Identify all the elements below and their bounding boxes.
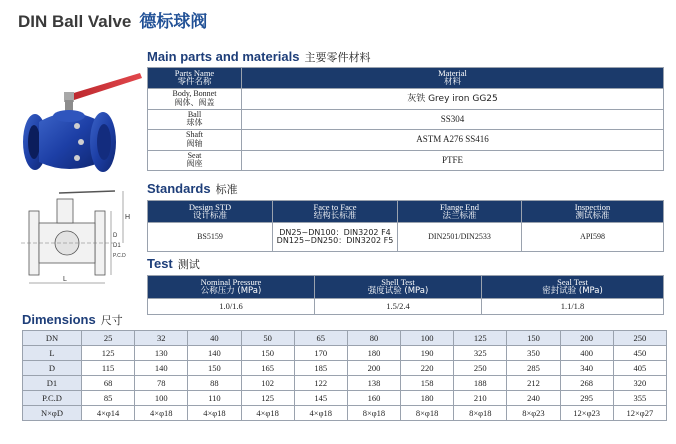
dimension-row-label: N×φD [23,406,82,421]
nominal-pressure-header [148,276,315,299]
dimension-row [23,346,667,361]
part-name-cn: 阀体、阀盖 [174,97,215,107]
part-material [242,89,664,110]
part-name-en: Seat [187,150,202,160]
part-name-en: Shaft [186,130,203,140]
dimension-cell: 12×φ23 [560,406,613,421]
dimension-cell: 32 [135,331,188,346]
dimension-cell: 188 [454,376,507,391]
dimension-cell: 285 [507,361,560,376]
test-heading-cn: 测试 [177,258,200,271]
part-name [148,109,242,130]
part-material-value: PTFE [441,154,463,165]
seal-test-header [482,276,664,299]
shell-test-header [315,276,482,299]
valve-drawing [15,185,143,291]
header-en: Design STD [188,201,232,212]
materials-header-row [148,68,664,89]
dimension-cell: 185 [294,361,347,376]
dimension-row [23,391,667,406]
materials-table [147,67,664,171]
part-name [148,130,242,151]
header-en: Seal Test [557,277,588,288]
dimensions-body [23,331,667,421]
shell-test-value: 1.5/2.4 [315,299,482,315]
test-heading-en: Test [147,256,173,271]
dimension-cell: 295 [560,391,613,406]
flange-end-header [398,201,522,223]
dimension-cell: 240 [507,391,560,406]
dimension-cell: 138 [347,376,400,391]
header-en: Flange End [440,201,479,212]
dimension-row [23,376,667,391]
part-material-value: 灰铁 Grey iron GG25 [407,93,498,104]
design-std-header [148,201,273,223]
part-material-value: SS304 [440,113,465,124]
dimension-cell: 8×φ18 [401,406,454,421]
nominal-pressure-value: 1.0/1.6 [148,299,315,315]
dimension-cell: 4×φ18 [294,406,347,421]
test-table [147,275,664,315]
col-material-cn: 材料 [443,77,461,87]
header-cn: 强度试验 (MPa) [367,286,429,296]
dimension-row-label: L [23,346,82,361]
dimension-cell: 100 [401,331,454,346]
dimension-cell: 150 [188,361,241,376]
dimension-cell: 115 [82,361,135,376]
table-row [148,150,664,171]
dimension-cell: 125 [241,391,294,406]
dimension-cell: 450 [613,346,666,361]
drawing-label-d1: D1 [113,243,121,249]
header-cn: 结构长标准 [313,210,357,221]
dimension-cell: 160 [347,391,400,406]
dimension-cell: 110 [188,391,241,406]
table-row [148,109,664,130]
dimension-row-label: P.C.D [23,391,82,406]
dimension-cell: 150 [241,346,294,361]
part-name-en: Body, Bonnet [172,89,217,99]
dimension-cell: 405 [613,361,666,376]
materials-heading-cn: 主要零件材料 [304,51,371,64]
page-title [18,7,207,32]
dimension-row [23,361,667,376]
dimensions-heading [22,312,123,328]
drawing-label-pcd: P.C.D [113,253,126,259]
materials-heading-en: Main parts and materials [147,49,300,64]
dimension-cell: 40 [188,331,241,346]
title-en: DIN Ball Valve [18,12,132,31]
table-row [148,130,664,151]
inspection-value: API598 [522,223,664,252]
dimension-cell: 180 [347,346,400,361]
table-row [148,223,664,252]
face-to-face-header [273,201,398,223]
standards-heading-cn: 标准 [215,183,238,196]
dimension-cell: 78 [135,376,188,391]
dimension-cell: 50 [241,331,294,346]
part-material-value: ASTM A276 SS416 [416,134,489,145]
test-header-row [148,276,664,299]
part-name [148,150,242,171]
inspection-header [522,201,664,223]
col-part-en: Parts Name [174,68,215,79]
drawing-label-d: D [113,233,118,239]
dimension-cell: 220 [401,361,454,376]
header-en: Face to Face [313,201,357,212]
dimension-cell: 165 [241,361,294,376]
dimension-cell: 150 [507,331,560,346]
header-en: Inspection [574,201,611,212]
dimension-cell: 212 [507,376,560,391]
test-heading [147,256,200,272]
dimension-cell: 400 [560,346,613,361]
part-material [242,150,664,171]
dimension-row-label: DN [23,331,82,346]
header-cn: 公称压力 (MPa) [200,286,262,296]
standards-heading [147,181,238,197]
face-to-face-value [273,223,398,252]
col-part-cn: 零件名称 [177,77,212,87]
dimension-cell: 125 [82,346,135,361]
dimension-cell: 355 [613,391,666,406]
part-material [242,130,664,151]
header-cn: 测试标准 [575,210,610,221]
part-name-cn: 阀座 [186,159,203,169]
dimension-cell: 158 [401,376,454,391]
dimension-cell: 88 [188,376,241,391]
table-row [148,89,664,110]
seal-test-value: 1.1/1.8 [482,299,664,315]
dimension-cell: 4×φ18 [135,406,188,421]
header-en: Nominal Pressure [200,277,262,288]
dimension-cell: 4×φ18 [241,406,294,421]
standards-heading-en: Standards [147,181,211,196]
design-std-value: BS5159 [148,223,273,252]
flange-end-value: DIN2501/DIN2533 [398,223,522,252]
dimension-cell: 100 [135,391,188,406]
col-part-header [148,68,242,89]
dimension-cell: 4×φ14 [82,406,135,421]
header-cn: 法兰标准 [442,210,477,221]
dimension-cell: 210 [454,391,507,406]
dimension-cell: 200 [560,331,613,346]
dimension-cell: 130 [135,346,188,361]
dimension-cell: 200 [347,361,400,376]
standards-header-row [148,201,664,223]
dimension-row [23,406,667,421]
dimensions-table [22,330,667,421]
dimensions-heading-cn: 尺寸 [100,314,123,327]
materials-heading [147,49,370,65]
drawing-label-h: H [125,214,131,221]
dimension-cell: 268 [560,376,613,391]
face-line-2: DN125~DN250：DIN3202 F5 [276,236,394,245]
part-name-cn: 阀轴 [186,138,203,148]
dimension-row-label: D [23,361,82,376]
dimension-cell: 140 [188,346,241,361]
valve-photo [15,70,143,185]
dimension-cell: 180 [401,391,454,406]
dimension-cell: 8×φ23 [507,406,560,421]
dimension-cell: 325 [454,346,507,361]
dimension-cell: 68 [82,376,135,391]
part-name-en: Ball [187,109,202,119]
table-row [148,299,664,315]
dimension-cell: 25 [82,331,135,346]
dimension-cell: 140 [135,361,188,376]
header-en: Shell Test [381,277,415,288]
dimension-cell: 250 [454,361,507,376]
dimensions-heading-en: Dimensions [22,312,96,327]
col-material-en: Material [438,68,467,79]
dimension-cell: 8×φ18 [347,406,400,421]
part-name-cn: 球体 [186,118,203,128]
title-cn: 德标球阀 [139,12,208,32]
dimension-cell: 250 [613,331,666,346]
dimension-cell: 350 [507,346,560,361]
dimension-cell: 145 [294,391,347,406]
standards-table [147,200,664,252]
dimension-cell: 340 [560,361,613,376]
drawing-label-l: L [63,276,67,283]
dimension-cell: 320 [613,376,666,391]
dimension-cell: 85 [82,391,135,406]
face-line-1: DN25~DN100：DIN3202 F4 [279,227,391,237]
dimension-row-label: D1 [23,376,82,391]
dimension-cell: 80 [347,331,400,346]
dimension-cell: 190 [401,346,454,361]
dimension-cell: 12×φ27 [613,406,666,421]
header-cn: 密封试验 (MPa) [542,286,603,296]
dimension-cell: 170 [294,346,347,361]
dimension-cell: 8×φ18 [454,406,507,421]
dimension-row [23,331,667,346]
part-material [242,109,664,130]
part-name [148,89,242,110]
dimension-cell: 4×φ18 [188,406,241,421]
dimension-cell: 65 [294,331,347,346]
dimension-cell: 102 [241,376,294,391]
header-cn: 设计标准 [192,210,227,221]
dimension-cell: 122 [294,376,347,391]
col-material-header [242,68,664,89]
dimension-cell: 125 [454,331,507,346]
